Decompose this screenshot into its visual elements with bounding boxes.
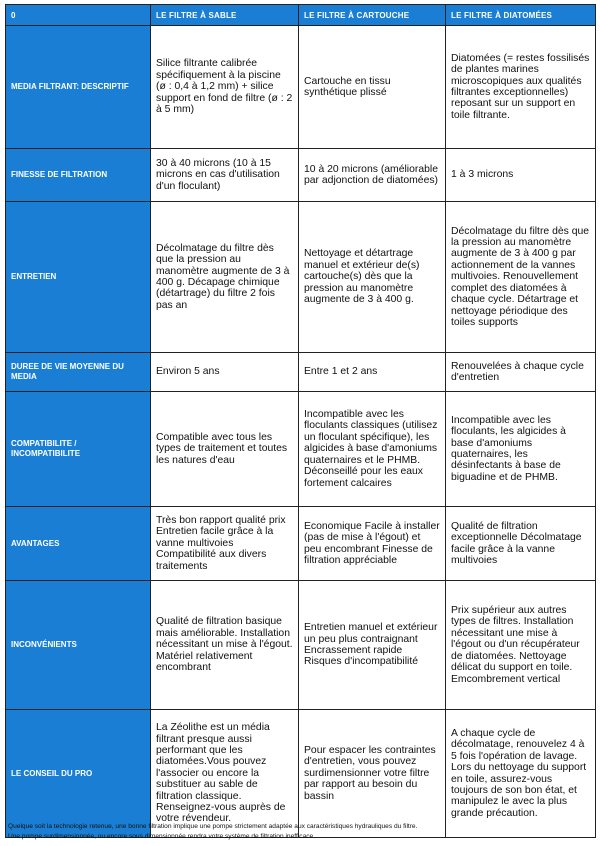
- table-row: [6, 507, 596, 581]
- cell-diatomees: A chaque cycle de décolmatage, renouvelez 4 à 5 fois l'opération de lavage. Lors du nettoyage du support en toile, assurez-vous toujours de son bon état, et manipulez le avec la plus grande précaution.: [446, 710, 596, 838]
- table-row: [6, 581, 596, 710]
- row-label: ENTRETIEN: [6, 202, 151, 353]
- row-label: LE CONSEIL DU PRO: [6, 710, 151, 838]
- cell-sable: Décolmatage du filtre dès que la pression au manomètre augmente de 3 à 400 g. Décapage chimique (détartrage) du filtre 2 fois pas an: [151, 202, 299, 353]
- cell-cartouche: Economique Facile à installer (pas de mise à l'égout) et peu encombrant Finesse de filtration appréciable: [299, 507, 446, 581]
- row-label: COMPATIBILITE / INCOMPATIBILITE: [6, 392, 151, 507]
- header-diatomees: LE FILTRE À DIATOMÉES: [446, 5, 596, 26]
- cell-cartouche: Cartouche en tissu synthétique plissé: [299, 26, 446, 149]
- filter-comparison-table: [5, 4, 596, 838]
- comparison-sheet: [5, 4, 595, 838]
- cell-cartouche: Pour espacer les contraintes d'entretien, vous pouvez surdimensionner votre filtre par rapport au besoin du bassin: [299, 710, 446, 838]
- cell-sable: Compatible avec tous les types de traitement et toutes les natures d'eau: [151, 392, 299, 507]
- cell-cartouche: 10 à 20 microns (améliorable par adjonction de diatomées): [299, 149, 446, 202]
- footnote: [8, 822, 598, 842]
- footnote-line: Une pompe surdimensionnée, ou encore sous dimensionnée rendra votre système de filtration inefficace.: [8, 833, 316, 840]
- row-label: INCONVÉNIENTS: [6, 581, 151, 710]
- header-corner: 0: [6, 5, 151, 26]
- cell-cartouche: Entretien manuel et extérieur un peu plus contraignant Encrassement rapide Risques d'incompatibilité: [299, 581, 446, 710]
- cell-cartouche: Entre 1 et 2 ans: [299, 353, 446, 392]
- table-row: [6, 149, 596, 202]
- cell-sable: 30 à 40 microns (10 à 15 microns en cas d'utilisation d'un floculant): [151, 149, 299, 202]
- cell-sable: Environ 5 ans: [151, 353, 299, 392]
- cell-cartouche: Nettoyage et détartrage manuel et extérieur de(s) cartouche(s) dès que la pression au manomètre augmente de 3 à 400 g.: [299, 202, 446, 353]
- cell-sable: La Zéolithe est un média filtrant presque aussi performant que les diatomées.Vous pouvez l'associer ou encore la substituer au sable de filtration classique. Renseignez-vous auprès de votre révendeur.: [151, 710, 299, 838]
- header-row: [6, 5, 596, 26]
- row-label: FINESSE DE FILTRATION: [6, 149, 151, 202]
- table-row: [6, 392, 596, 507]
- row-label: AVANTAGES: [6, 507, 151, 581]
- cell-diatomees: 1 à 3 microns: [446, 149, 596, 202]
- table-row: [6, 202, 596, 353]
- cell-diatomees: Incompatible avec les floculants, les algicides à base d'amoniums quaternaires, les désinfectants à base de biguadine et de PHMB.: [446, 392, 596, 507]
- footnote-line: Quelque soit la technologie retenue, une bonne filtration implique une pompe strictement adaptée aux caractéristiques hydrauliques du filtre.: [8, 823, 418, 830]
- cell-sable: Qualité de filtration basique mais améliorable. Installation nécessitant un mise à l'égout. Matériel relativement encombrant: [151, 581, 299, 710]
- table-row: [6, 353, 596, 392]
- header-cartouche: LE FILTRE À CARTOUCHE: [299, 5, 446, 26]
- cell-sable: Très bon rapport qualité prix Entretien facile grâce à la vanne multivoies Compatibilité aux divers traitements: [151, 507, 299, 581]
- header-sable: LE FILTRE À SABLE: [151, 5, 299, 26]
- cell-diatomees: Diatomées (= restes fossilisés de plantes marines microscopiques aux qualités filtrantes exceptionnelles) reposant sur un support en toile filtrante.: [446, 26, 596, 149]
- row-label: DUREE DE VIE MOYENNE DU MEDIA: [6, 353, 151, 392]
- table-row: [6, 710, 596, 838]
- cell-sable: Silice filtrante calibrée spécifiquement à la piscine (ø : 0,4 à 1,2 mm) + silice support en fond de filtre (ø : 2 à 5 mm): [151, 26, 299, 149]
- table-row: [6, 26, 596, 149]
- row-label: MEDIA FILTRANT: DESCRIPTIF: [6, 26, 151, 149]
- cell-diatomees: Prix supérieur aux autres types de filtres. Installation nécessitant une mise à l'égout ou d'un récupérateur de diatomées. Nettoyage délicat du support en toile. Emcombrement vertical: [446, 581, 596, 710]
- cell-diatomees: Renouvelées à chaque cycle d'entretien: [446, 353, 596, 392]
- cell-cartouche: Incompatible avec les floculants classiques (utilisez un floculant spécifique), les algicides à base d'amoniums quaternaires et le PHMB. Déconseillé pour les eaux fortement calcaires: [299, 392, 446, 507]
- cell-diatomees: Décolmatage du filtre dès que la pression au manomètre augmente de 3 à 400 g par actionnement de la vannes multivoies. Renouvellement complet des diatomées à chaque cycle. Détartrage et nettoyage périodique des toiles supports: [446, 202, 596, 353]
- cell-diatomees: Qualité de filtration exceptionnelle Décolmatage facile grâce à la vanne multivoies: [446, 507, 596, 581]
